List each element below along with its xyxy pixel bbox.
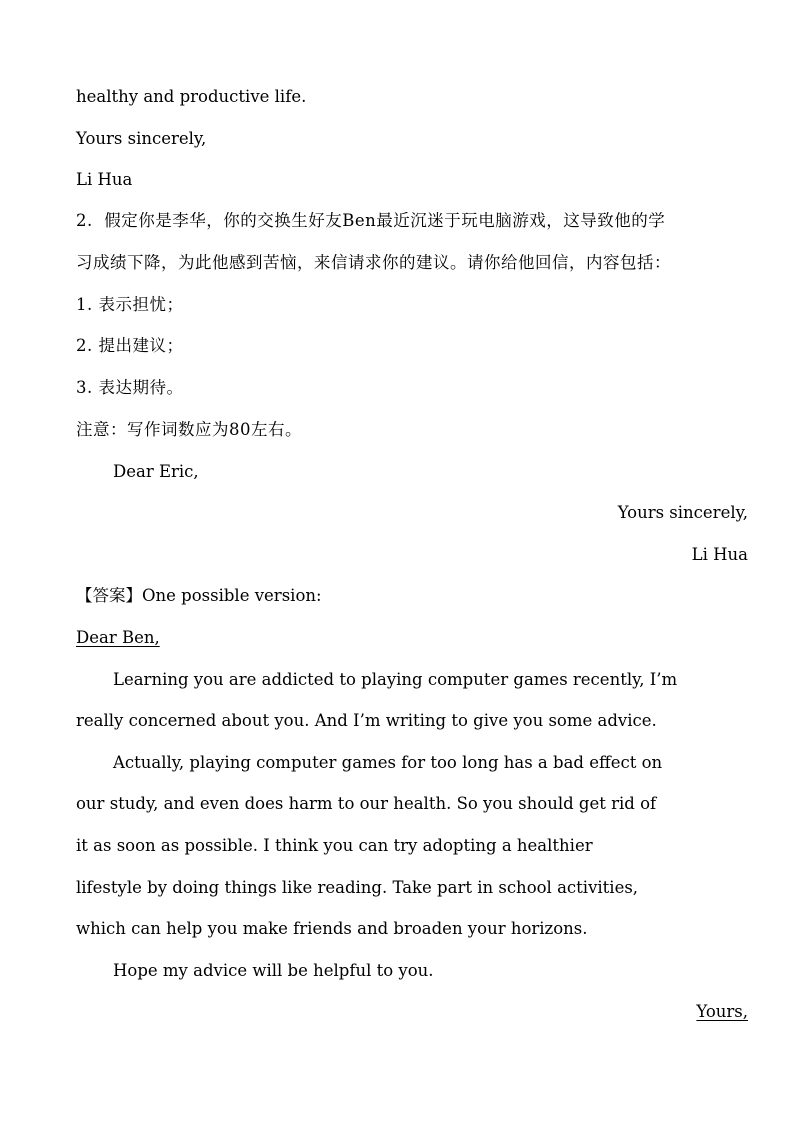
- template-greeting: Dear Eric,: [113, 462, 199, 481]
- answer-line-5: it as soon as possible. I think you can try adopting a healthier: [76, 836, 593, 855]
- answer-line-2: really concerned about you. And I’m writing to give you some advice.: [76, 711, 657, 730]
- answer-line-8: Hope my advice will be helpful to you.: [113, 961, 434, 980]
- template-signature: Li Hua: [691, 545, 748, 564]
- answer-greeting: Dear Ben,: [76, 628, 160, 647]
- question-point-2: 2. 提出建议；: [76, 336, 184, 355]
- prev-letter-closing-line: healthy and productive life.: [76, 87, 307, 106]
- answer-line-6: lifestyle by doing things like reading. Take part in school activities,: [76, 878, 639, 897]
- question-point-1: 1. 表示担忧；: [76, 295, 184, 314]
- answer-label: 【答案】One possible version:: [76, 586, 322, 605]
- question-prompt-text-1: 假定你是李华，你的交换生好友Ben最近沉迷于玩电脑游戏，这导致他的学: [104, 211, 666, 230]
- answer-line-3: Actually, playing computer games for too long has a bad effect on: [113, 753, 663, 772]
- question-prompt-line-1: [76, 210, 665, 232]
- prev-letter-sign-off: Yours sincerely,: [76, 129, 207, 148]
- prev-letter-signature: Li Hua: [76, 170, 133, 189]
- question-note: 注意：写作词数应为80左右。: [76, 420, 302, 439]
- question-prompt-line-2: 习成绩下降，为此他感到苦恼，来信请求你的建议。请你给他回信，内容包括：: [76, 253, 671, 272]
- answer-line-1: Learning you are addicted to playing computer games recently, I’m: [113, 670, 678, 689]
- template-sign-off: Yours sincerely,: [617, 503, 748, 522]
- question-number: 2.: [76, 211, 93, 230]
- answer-line-7: which can help you make friends and broaden your horizons.: [76, 919, 588, 938]
- answer-line-4: our study, and even does harm to our health. So you should get rid of: [76, 794, 657, 813]
- question-point-3: 3. 表达期待。: [76, 378, 184, 397]
- answer-sign-off: Yours,: [696, 1002, 748, 1021]
